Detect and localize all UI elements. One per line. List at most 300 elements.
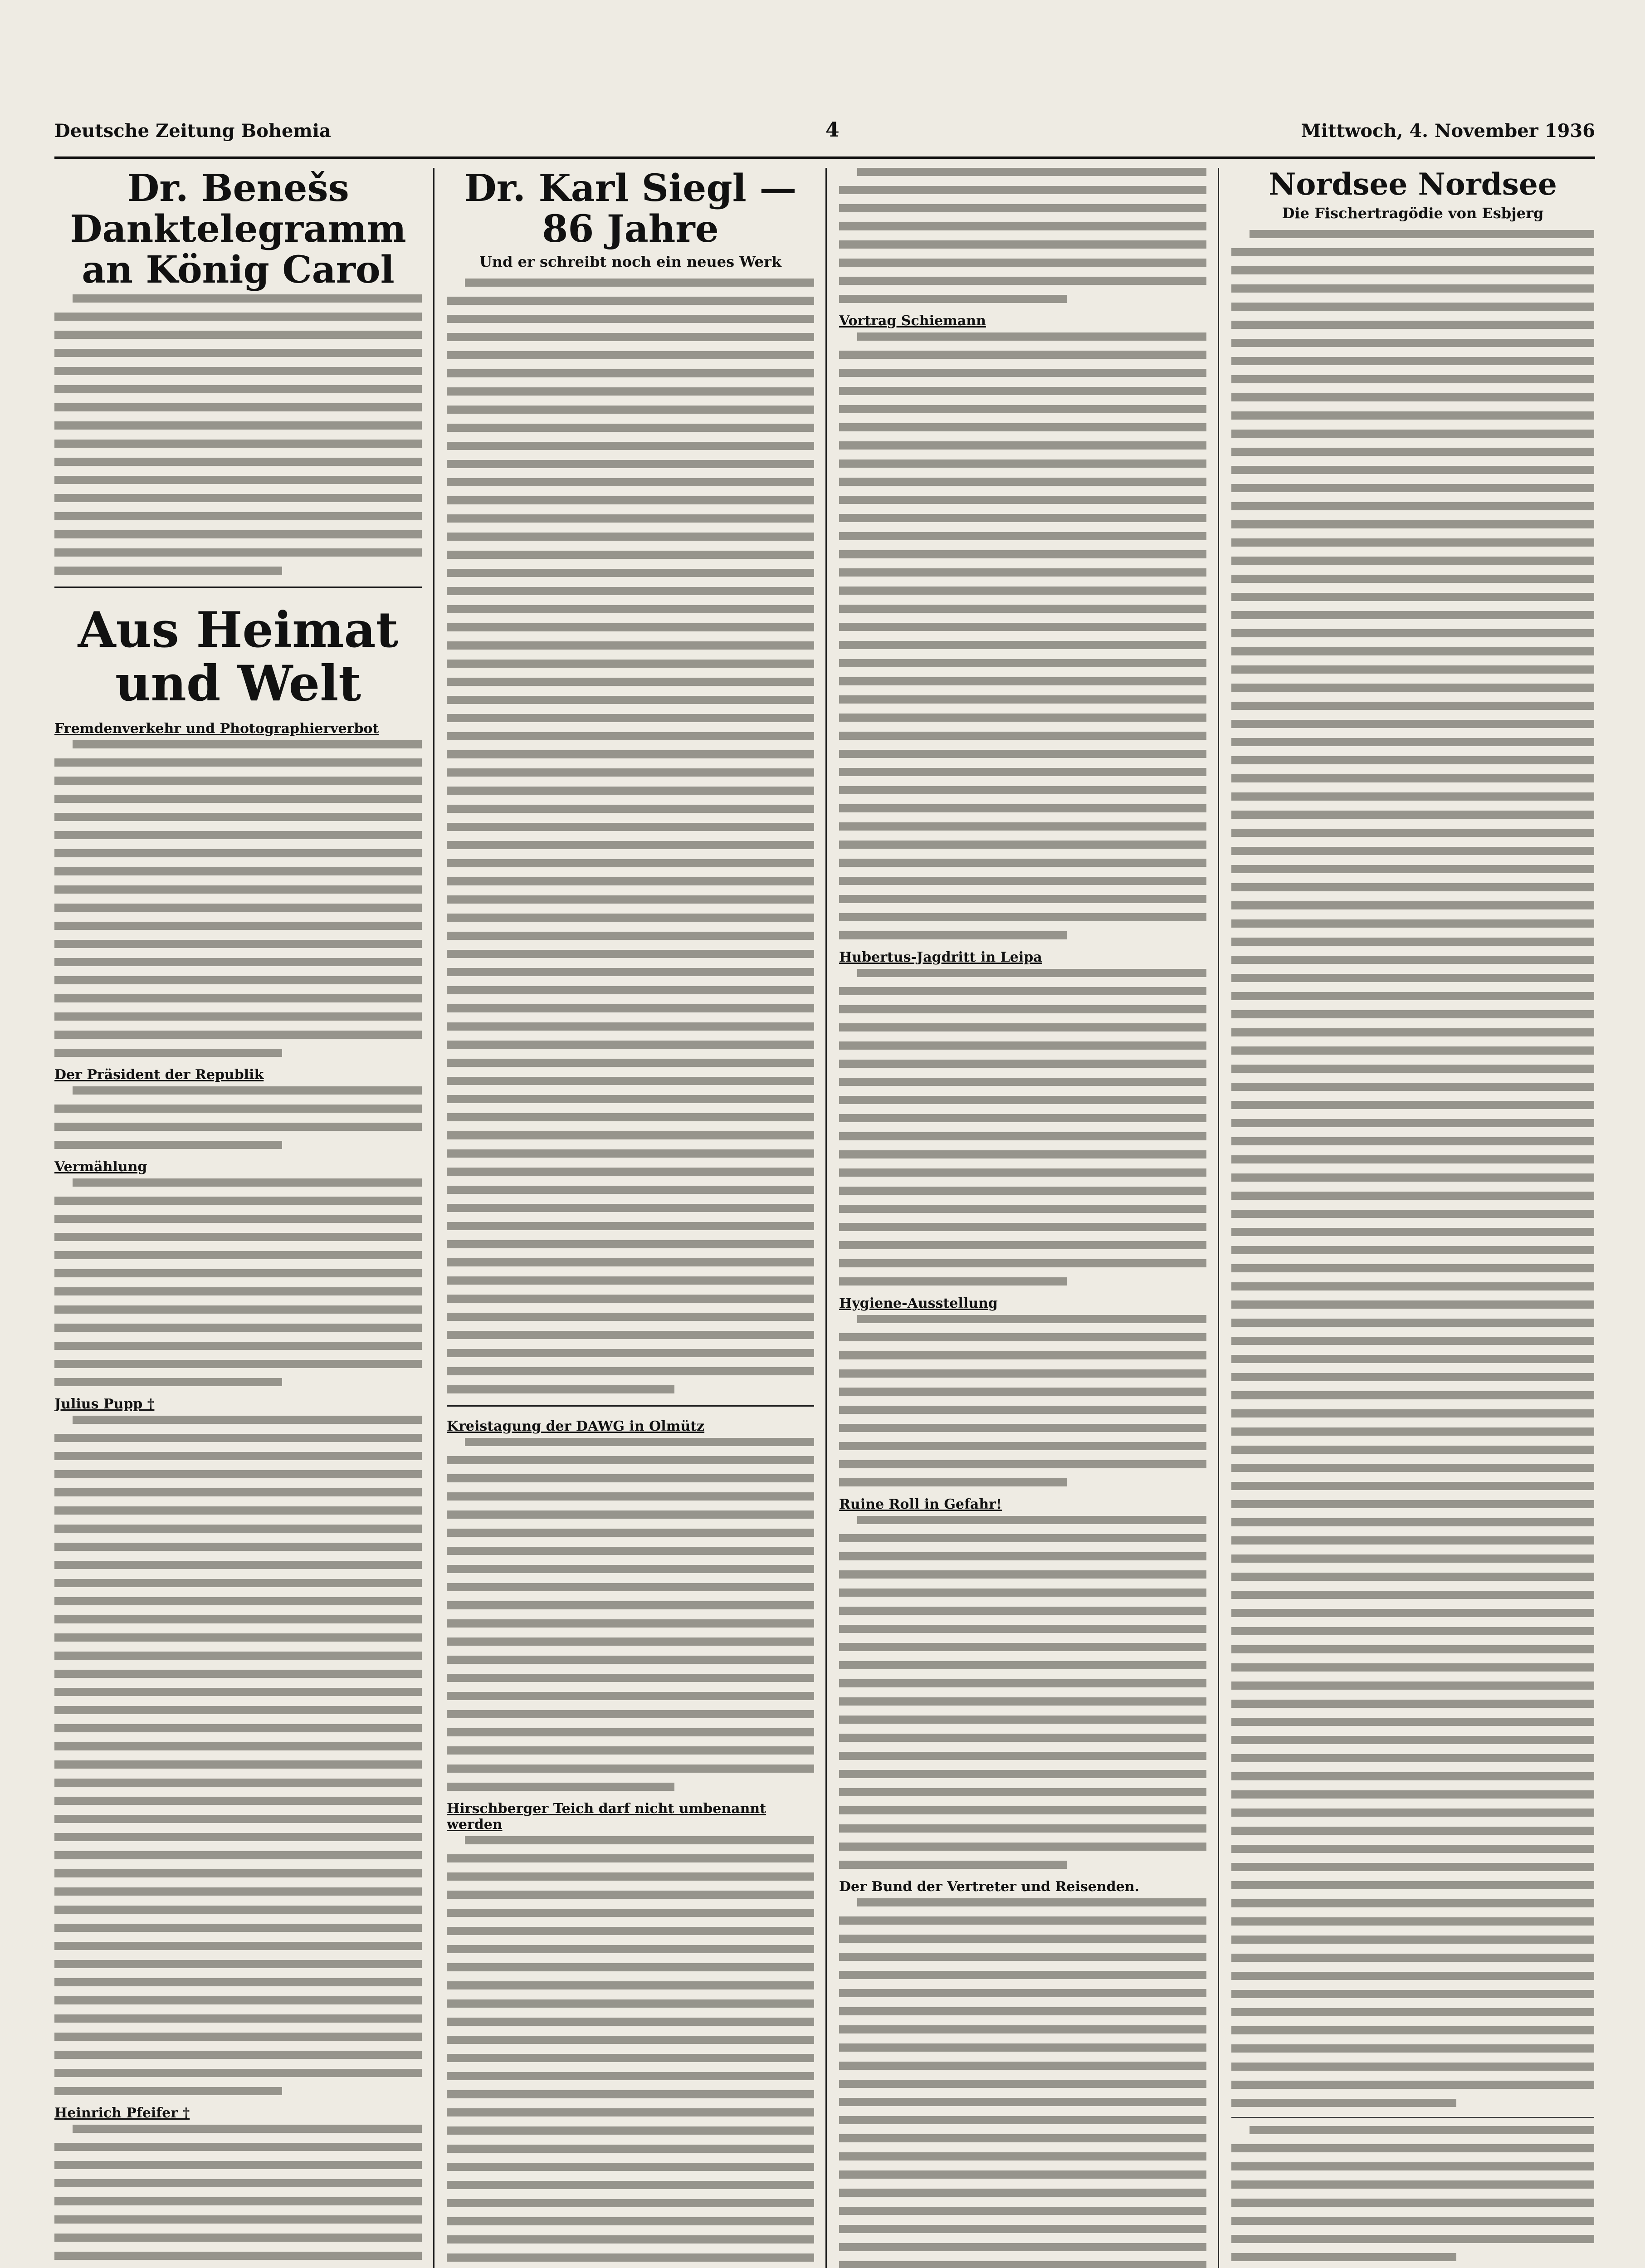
subheading: Kreistagung der DAWG in Olmütz <box>447 1418 705 1435</box>
text-line <box>839 514 1206 522</box>
text-line <box>1231 2217 1594 2225</box>
text-line <box>839 1625 1206 1633</box>
text-line <box>1231 1155 1594 1163</box>
text-line <box>54 758 422 767</box>
page-number: 4 <box>825 118 840 142</box>
text-line <box>447 823 814 831</box>
text-line <box>839 2207 1206 2215</box>
text-line <box>447 805 814 813</box>
text-line <box>1231 1427 1594 1436</box>
text-line <box>54 885 422 894</box>
text-line <box>1231 901 1594 909</box>
text-line <box>54 1579 422 1587</box>
text-line <box>54 1525 422 1533</box>
text-line <box>839 841 1206 849</box>
text-line <box>839 1060 1206 1068</box>
text-line <box>839 1953 1206 1961</box>
article-body <box>839 168 1206 303</box>
text-line <box>839 1478 1067 1486</box>
text-line <box>54 940 422 948</box>
text-line <box>54 1815 422 1823</box>
text-line <box>54 331 422 339</box>
text-line <box>465 279 814 287</box>
text-line <box>54 476 422 484</box>
text-line <box>447 1710 814 1718</box>
text-line <box>54 403 422 411</box>
text-line <box>1231 1337 1594 1345</box>
text-line <box>1231 2008 1594 2016</box>
text-line <box>1231 538 1594 547</box>
text-line <box>54 1652 422 1660</box>
text-line <box>857 1898 1206 1906</box>
text-line <box>447 2090 814 2098</box>
text-line <box>54 867 422 875</box>
text-line <box>447 1295 814 1303</box>
article-body <box>447 1438 814 1791</box>
text-line <box>73 294 422 303</box>
text-line <box>1231 2180 1594 2189</box>
text-line <box>54 1906 422 1914</box>
text-line <box>447 714 814 722</box>
text-line <box>1231 2199 1594 2207</box>
text-line <box>1231 847 1594 855</box>
text-line <box>54 1960 422 1968</box>
text-line <box>447 732 814 740</box>
text-line <box>839 1150 1206 1158</box>
text-line <box>54 2215 422 2224</box>
text-line <box>54 2069 422 2077</box>
text-line <box>447 333 814 341</box>
text-line <box>54 813 422 821</box>
article-body <box>54 294 422 575</box>
text-line <box>839 2043 1206 2052</box>
text-line <box>447 406 814 414</box>
text-line <box>447 1891 814 1899</box>
text-line <box>839 387 1206 395</box>
text-line <box>447 2145 814 2153</box>
text-line <box>839 931 1067 939</box>
text-line <box>447 1783 674 1791</box>
text-line <box>447 2253 814 2262</box>
text-line <box>839 1989 1206 1997</box>
text-line <box>54 494 422 502</box>
text-line <box>839 1916 1206 1925</box>
text-line <box>447 1276 814 1285</box>
text-line <box>839 1697 1206 1706</box>
text-line <box>1231 1409 1594 1418</box>
text-line <box>839 1442 1206 1450</box>
text-line <box>54 313 422 321</box>
text-line <box>839 1168 1206 1177</box>
text-line <box>1231 1718 1594 1726</box>
column-divider <box>825 168 827 2268</box>
text-line <box>54 849 422 857</box>
text-line <box>54 2014 422 2023</box>
text-line <box>1231 2044 1594 2053</box>
text-line <box>1231 1990 1594 1998</box>
text-line <box>1231 792 1594 801</box>
text-line <box>447 877 814 885</box>
text-line <box>839 1187 1206 1195</box>
text-line <box>447 587 814 595</box>
subheading: Julius Pupp † <box>54 1396 155 1413</box>
text-line <box>54 1506 422 1515</box>
text-line <box>1231 665 1594 674</box>
text-line <box>839 1041 1206 1050</box>
text-line <box>54 1012 422 1021</box>
text-line <box>54 1123 422 1131</box>
text-line <box>54 1031 422 1039</box>
text-line <box>54 1488 422 1496</box>
text-line <box>1231 2099 1456 2107</box>
article-body <box>54 1178 422 1386</box>
text-line <box>54 1233 422 1241</box>
text-line <box>857 168 1206 176</box>
text-line <box>54 994 422 1002</box>
text-line <box>839 1460 1206 1468</box>
text-line <box>839 895 1206 903</box>
text-line <box>839 641 1206 649</box>
text-line <box>447 1565 814 1573</box>
rule <box>54 587 422 588</box>
text-line <box>447 787 814 795</box>
text-line <box>839 1078 1206 1086</box>
text-line <box>54 1197 422 1205</box>
text-line <box>54 1543 422 1551</box>
text-line <box>447 895 814 904</box>
text-line <box>447 841 814 849</box>
text-line <box>839 423 1206 431</box>
text-line <box>447 2181 814 2189</box>
text-line <box>839 623 1206 631</box>
text-line <box>54 458 422 466</box>
text-line <box>447 1529 814 1537</box>
text-line <box>839 1570 1206 1579</box>
text-line <box>465 1438 814 1446</box>
text-line <box>54 1287 422 1295</box>
text-line <box>54 1470 422 1478</box>
text-line <box>839 1788 1206 1796</box>
text-line <box>1231 1101 1594 1109</box>
text-line <box>1231 2235 1594 2243</box>
text-line <box>839 405 1206 413</box>
text-line <box>1231 1591 1594 1599</box>
text-line <box>54 1105 422 1113</box>
text-line <box>447 1854 814 1862</box>
text-line <box>839 1643 1206 1651</box>
text-line <box>1231 575 1594 583</box>
issue-date: Mittwoch, 4. November 1936 <box>1301 120 1595 142</box>
text-line <box>1231 1355 1594 1363</box>
subheading: Heinrich Pfeifer † <box>54 2105 190 2121</box>
text-line <box>54 1251 422 1259</box>
text-line <box>839 714 1206 722</box>
text-line <box>839 2134 1206 2142</box>
text-line <box>839 587 1206 595</box>
column-divider <box>1218 168 1219 2268</box>
headline-benes-telegram: Dr. Benešs Danktelegramm an König Carol <box>70 168 406 292</box>
text-line <box>54 349 422 357</box>
text-line <box>1231 1246 1594 1254</box>
text-line <box>839 1534 1206 1542</box>
text-line <box>54 1942 422 1950</box>
text-line <box>1231 1881 1594 1889</box>
text-line <box>1231 956 1594 964</box>
article-body <box>839 1516 1206 1869</box>
text-line <box>1231 720 1594 728</box>
text-line <box>54 1670 422 1678</box>
section-heading: Aus Heimat und Welt <box>78 601 399 713</box>
article-body <box>839 969 1206 1286</box>
text-line <box>54 512 422 520</box>
text-line <box>54 958 422 966</box>
text-line <box>1231 2026 1594 2034</box>
text-line <box>839 2098 1206 2106</box>
text-line <box>1231 1827 1594 1835</box>
text-line <box>54 2234 422 2242</box>
text-line <box>54 976 422 984</box>
text-line <box>1231 1790 1594 1799</box>
text-line <box>1231 1500 1594 1508</box>
text-line <box>1231 2081 1594 2089</box>
text-line <box>54 1633 422 1642</box>
text-line <box>1231 1446 1594 1454</box>
subheading: Vermählung <box>54 1159 147 1175</box>
text-line <box>857 969 1206 977</box>
text-line <box>54 1724 422 1732</box>
text-line <box>447 1186 814 1194</box>
text-line <box>1231 1192 1594 1200</box>
text-line <box>54 1434 422 1442</box>
text-line <box>1231 738 1594 746</box>
text-line <box>447 1547 814 1555</box>
text-line <box>54 1869 422 1877</box>
text-line <box>447 1349 814 1357</box>
text-line <box>839 2261 1206 2268</box>
text-line <box>857 1315 1206 1323</box>
text-line <box>1231 284 1594 293</box>
text-line <box>839 1607 1206 1615</box>
text-line <box>54 1779 422 1787</box>
article-body <box>839 332 1206 939</box>
text-line <box>1231 2063 1594 2071</box>
text-line <box>839 1132 1206 1140</box>
text-line <box>73 740 422 748</box>
text-line <box>839 369 1206 377</box>
text-line <box>839 1223 1206 1231</box>
text-line <box>447 1331 814 1339</box>
text-line <box>1231 1954 1594 1962</box>
text-line <box>1231 1210 1594 1218</box>
text-line <box>839 550 1206 558</box>
text-line <box>839 859 1206 867</box>
text-line <box>54 385 422 393</box>
text-line <box>1231 883 1594 891</box>
text-line <box>447 1999 814 2008</box>
text-line <box>447 569 814 577</box>
text-line <box>447 496 814 504</box>
text-line <box>839 1388 1206 1396</box>
text-line <box>1231 557 1594 565</box>
text-line <box>1231 1736 1594 1744</box>
text-line <box>1231 1536 1594 1545</box>
text-line <box>447 1927 814 1935</box>
text-line <box>839 441 1206 450</box>
text-line <box>1231 1809 1594 1817</box>
text-line <box>1231 629 1594 637</box>
text-line <box>447 1674 814 1682</box>
text-line <box>447 1456 814 1464</box>
text-line <box>839 2189 1206 2197</box>
text-line <box>447 387 814 396</box>
text-line <box>839 1824 1206 1833</box>
text-line <box>1231 375 1594 383</box>
text-line <box>447 1059 814 1067</box>
article-body <box>839 1315 1206 1486</box>
text-line <box>447 1367 814 1375</box>
text-line <box>1231 919 1594 928</box>
text-line <box>447 514 814 523</box>
text-line <box>839 2007 1206 2015</box>
text-line <box>54 1706 422 1714</box>
text-line <box>447 533 814 541</box>
article-body <box>54 740 422 1057</box>
text-line <box>54 1452 422 1460</box>
text-line <box>1231 1518 1594 1526</box>
text-line <box>447 1077 814 1085</box>
text-line <box>447 2072 814 2080</box>
text-line <box>54 367 422 375</box>
text-line <box>839 1589 1206 1597</box>
text-line <box>839 2170 1206 2179</box>
text-line <box>73 2125 422 2133</box>
text-line <box>839 1005 1206 1013</box>
text-line <box>839 532 1206 540</box>
text-line <box>54 1615 422 1623</box>
column-divider <box>433 168 434 2268</box>
text-line <box>465 1836 814 1844</box>
text-line <box>447 551 814 559</box>
text-line <box>73 1086 422 1095</box>
text-line <box>839 1351 1206 1359</box>
text-line <box>54 548 422 557</box>
text-line <box>447 1258 814 1266</box>
kicker: Und er schreibt noch ein neues Werk <box>479 253 782 271</box>
text-line <box>1231 1391 1594 1399</box>
subheading: Hubertus-Jagdritt in Leipa <box>839 949 1042 965</box>
text-line <box>839 1406 1206 1414</box>
subheading: Hirschberger Teich darf nicht umbenannt werden <box>447 1801 766 1833</box>
text-line <box>1231 2144 1594 2152</box>
text-line <box>839 568 1206 577</box>
text-line <box>1231 1609 1594 1617</box>
text-line <box>839 732 1206 740</box>
text-line <box>839 1424 1206 1432</box>
text-line <box>839 1716 1206 1724</box>
text-line <box>839 1333 1206 1341</box>
text-line <box>447 1656 814 1664</box>
text-line <box>1231 1083 1594 1091</box>
text-line <box>447 859 814 867</box>
text-line <box>447 968 814 976</box>
text-line <box>1231 2162 1594 2170</box>
text-line <box>447 768 814 777</box>
text-line <box>1231 865 1594 873</box>
text-line <box>1231 502 1594 510</box>
text-line <box>839 1661 1206 1669</box>
text-line <box>839 695 1206 704</box>
text-line <box>839 222 1206 230</box>
text-line <box>447 678 814 686</box>
text-line <box>447 478 814 486</box>
text-line <box>54 2161 422 2169</box>
article-body <box>54 1416 422 2095</box>
text-line <box>447 1474 814 1482</box>
text-line <box>839 1023 1206 1031</box>
text-line <box>1231 321 1594 329</box>
text-line <box>839 822 1206 831</box>
text-line <box>447 369 814 377</box>
text-line <box>1231 1772 1594 1780</box>
text-line <box>54 1378 282 1386</box>
subheading: Ruine Roll in Gefahr! <box>839 1496 1002 1512</box>
text-line <box>839 186 1206 194</box>
text-line <box>839 605 1206 613</box>
text-line <box>1231 1282 1594 1290</box>
text-line <box>54 1887 422 1896</box>
text-line <box>1231 448 1594 456</box>
text-line <box>839 1114 1206 1122</box>
subheading: Hygiene-Ausstellung <box>839 1295 998 1311</box>
text-line <box>839 277 1206 285</box>
text-line <box>1231 1228 1594 1236</box>
headline-siegl: Dr. Karl Siegl — 86 Jahre <box>464 168 797 251</box>
text-line <box>447 1909 814 1917</box>
text-line <box>839 2225 1206 2233</box>
text-line <box>447 351 814 359</box>
text-line <box>447 696 814 704</box>
text-line <box>1231 702 1594 710</box>
subheading: Vortrag Schiemann <box>839 313 986 329</box>
masthead <box>54 116 1595 147</box>
text-line <box>839 987 1206 995</box>
text-line <box>1231 1845 1594 1853</box>
masthead-rule <box>54 156 1595 159</box>
text-line <box>447 1131 814 1139</box>
text-line <box>447 2126 814 2135</box>
article-body <box>54 2125 422 2268</box>
text-line <box>839 2152 1206 2160</box>
text-line <box>447 750 814 758</box>
text-line <box>1231 1917 1594 1926</box>
text-line <box>447 1601 814 1609</box>
text-line <box>839 259 1206 267</box>
text-line <box>447 950 814 958</box>
text-line <box>73 1178 422 1187</box>
text-line <box>1231 411 1594 420</box>
text-line <box>54 1833 422 1841</box>
text-line <box>1231 1681 1594 1690</box>
text-line <box>54 904 422 912</box>
text-line <box>1231 1137 1594 1145</box>
text-line <box>1231 520 1594 528</box>
text-line <box>839 2025 1206 2033</box>
text-line <box>1231 774 1594 782</box>
text-line <box>447 442 814 450</box>
text-line <box>1231 1482 1594 1490</box>
column-2 <box>447 168 814 2268</box>
text-line <box>839 1277 1067 1286</box>
